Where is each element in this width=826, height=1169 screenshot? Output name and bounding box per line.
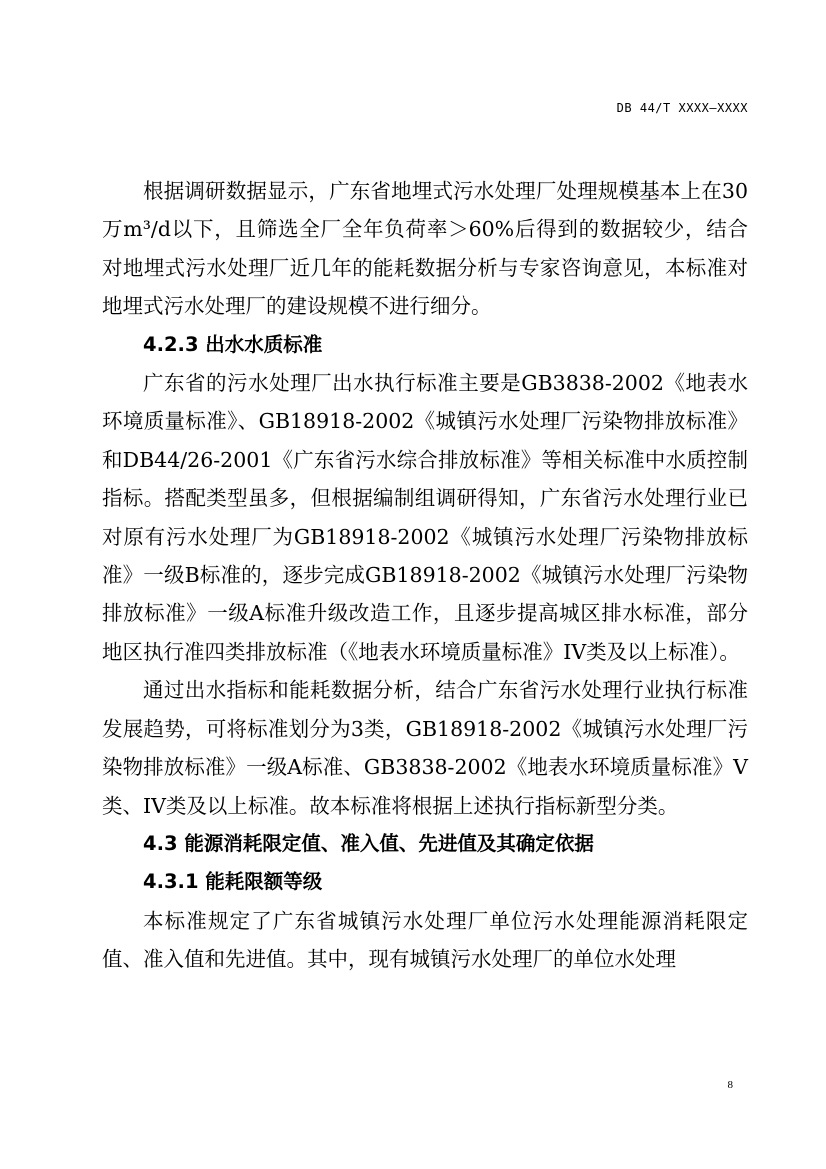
- paragraph-classification: 通过出水指标和能耗数据分析，结合广东省污水处理行业执行标准发展趋势，可将标准划分为3类，GB18918-2002《城镇污水处理厂污染物排放标准》一级A标准、GB3838-2002《地表水环境质量标准》V类、IV类及以上标准。故本标准将根据上述执行指标新型分类。: [102, 678, 748, 818]
- heading-4-3: 4.3 能源消耗限定值、准入值、先进值及其确定依据: [143, 831, 594, 855]
- heading-4-3-1: 4.3.1 能耗限额等级: [143, 870, 323, 894]
- paragraph-limit-levels: 本标准规定了广东省城镇污水处理厂单位污水处理能源消耗限定值、准入值和先进值。其中，现有城镇污水处理厂的单位水处理: [102, 908, 748, 972]
- heading-4-2-3: 4.2.3 出水水质标准: [143, 332, 323, 356]
- document-code: DB 44/T XXXX—XXXX: [616, 101, 748, 115]
- paragraph-effluent-standards: 广东省的污水处理厂出水执行标准主要是GB3838-2002《地表水环境质量标准》、GB18918-2002《城镇污水处理厂污染物排放标准》和DB44/26-2001《广东省污水综合排放标准》等相关标准中水质控制指标。搭配类型虽多，但根据编制组调研得知，广东省污水处理行业已对原有污水处理厂为GB18918-2002《城镇污水处理厂污染物排放标准》一级B标准的，逐步完成GB18918-2002《城镇污水处理厂污染物排放标准》一级A标准升级改造工作，且逐步提高城区排水标准，部分地区执行准四类排放标准（《地表水环境质量标准》IV类及以上标准）。: [102, 371, 748, 664]
- page-number: 8: [727, 1079, 733, 1091]
- page-body: [102, 172, 748, 979]
- paragraph-scale: 根据调研数据显示，广东省地埋式污水处理厂处理规模基本上在30万m³/d以下，且筛选全厂全年负荷率＞60%后得到的数据较少，结合对地埋式污水处理厂近几年的能耗数据分析与专家咨询意见，本标准对地埋式污水处理厂的建设规模不进行细分。: [102, 179, 748, 319]
